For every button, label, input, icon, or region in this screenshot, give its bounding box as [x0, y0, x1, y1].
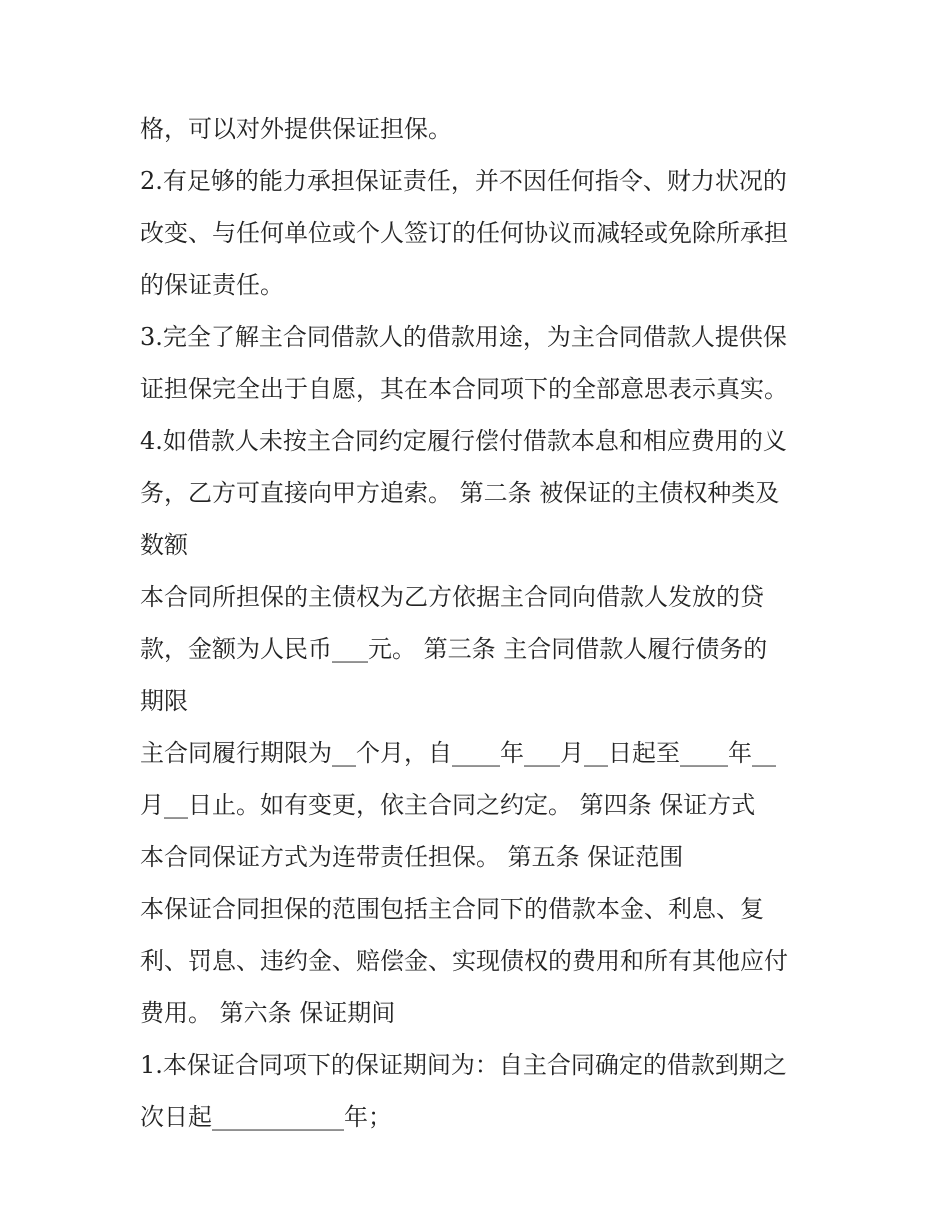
- text-line: 次日起___________年；: [140, 1103, 392, 1131]
- text-line: 数额: [140, 531, 188, 559]
- text-line: 本保证合同担保的范围包括主合同下的借款本金、利息、复: [140, 895, 764, 923]
- text-line: 2.有足够的能力承担保证责任，并不因任何指令、财力状况的: [140, 167, 787, 195]
- text-line: 主合同履行期限为__个月，自____年___月__日起至____年__: [140, 739, 776, 767]
- text-line: 款，金额为人民币___元。 第三条 主合同借款人履行债务的: [140, 635, 768, 663]
- text-line: 期限: [140, 687, 188, 715]
- text-line: 4.如借款人未按主合同约定履行偿付借款本息和相应费用的义: [140, 427, 787, 455]
- text-line: 费用。 第六条 保证期间: [140, 999, 396, 1027]
- text-line: 证担保完全出于自愿，其在本合同项下的全部意思表示真实。: [140, 375, 788, 403]
- text-line: 本合同保证方式为连带责任担保。 第五条 保证范围: [140, 843, 684, 871]
- text-line: 务，乙方可直接向甲方追索。 第二条 被保证的主债权种类及: [140, 479, 780, 507]
- text-line: 月__日止。如有变更，依主合同之约定。 第四条 保证方式: [140, 791, 756, 819]
- text-line: 本合同所担保的主债权为乙方依据主合同向借款人发放的贷: [140, 583, 764, 611]
- text-line: 的保证责任。: [140, 271, 284, 299]
- text-line: 利、罚息、违约金、赔偿金、实现债权的费用和所有其他应付: [140, 947, 788, 975]
- text-line: 1.本保证合同项下的保证期间为：自主合同确定的借款到期之: [140, 1051, 787, 1079]
- text-line: 格，可以对外提供保证担保。: [140, 115, 452, 143]
- document-body: [140, 103, 820, 1143]
- text-line: 改变、与任何单位或个人签订的任何协议而减轻或免除所承担: [140, 219, 788, 247]
- text-line: 3.完全了解主合同借款人的借款用途，为主合同借款人提供保: [140, 323, 787, 351]
